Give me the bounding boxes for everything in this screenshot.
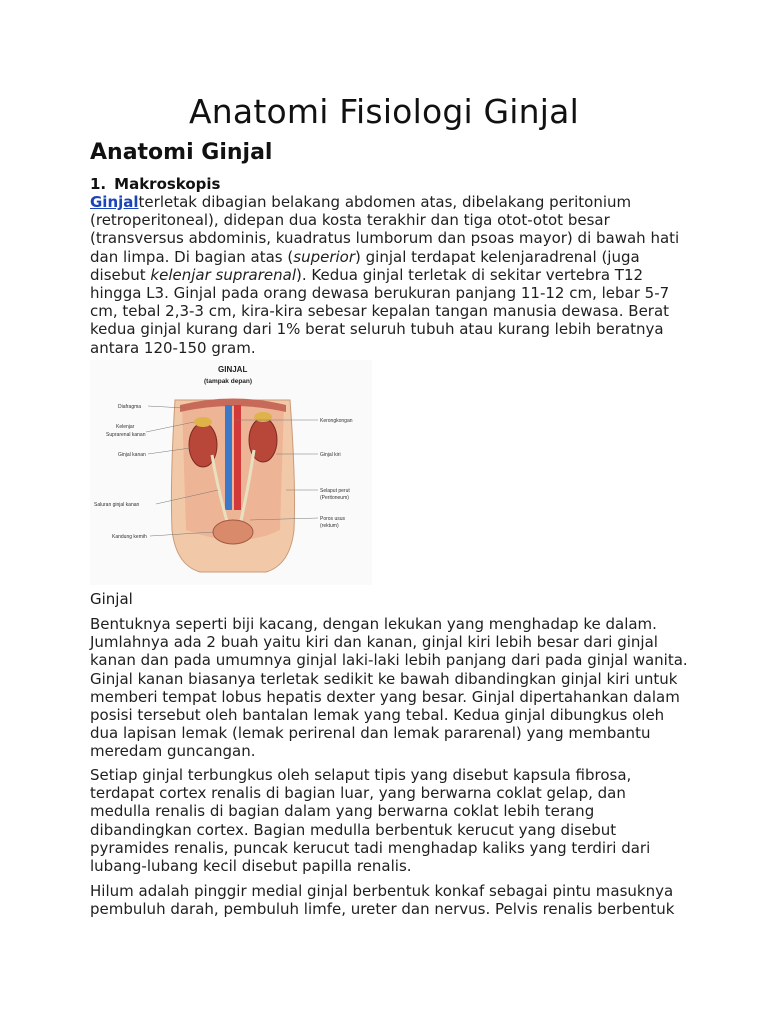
subsection-heading (90, 175, 228, 193)
left-adrenal-shape (254, 412, 272, 422)
subsection-number: 1. (90, 175, 107, 193)
bladder-shape (213, 520, 253, 544)
paragraph-1-part-1: terletak dibagian belakang abdomen atas, dibelakang peritonium (retroperitoneal), didepan dua kosta terakhir dan tiga otot-otot besar (transversus abdominis, kuadratus lumborum dan psoas mayor) di bawah hati dan limpa. Di bagian atas ( (90, 193, 680, 266)
label-suprarenal-kanan: Suprarenal kanan (106, 432, 146, 438)
label-ginjal-kiri: Ginjal kiri (320, 452, 341, 458)
figure-title: GINJAL (218, 365, 248, 374)
paragraph-1-italic-2: kelenjar suprarenal (150, 265, 296, 284)
label-selaput-perut: Selaput perut (320, 488, 350, 494)
label-peritoneum: (Peritoneum) (320, 495, 349, 501)
vena-cava-shape (225, 405, 232, 510)
aorta-shape (234, 405, 241, 510)
label-saluran-ginjal-kanan: Saluran ginjal kanan (94, 502, 140, 508)
paragraph-1 (90, 193, 690, 357)
page-title: Anatomi Fisiologi Ginjal (189, 92, 579, 131)
figure-subtitle: (tampak depan) (204, 378, 253, 385)
kidney-anatomy-figure (90, 360, 372, 585)
paragraph-1-part-2: ) ginjal terdapat kelenjaradrenal (juga disebut (90, 247, 640, 284)
section-heading: Anatomi Ginjal (90, 140, 273, 165)
label-ginjal-kanan: Ginjal kanan (118, 452, 146, 458)
right-adrenal-shape (194, 417, 212, 427)
paragraph-2: Bentuknya seperti biji kacang, dengan lekukan yang menghadap ke dalam. Jumlahnya ada 2 buah yaitu kiri dan kanan, ginjal kiri lebih besar dari ginjal kanan dan pada umumnya ginjal laki-laki lebih panjang dari pada ginjal wanita. Ginjal kanan biasanya terletak sedikit ke bawah dibandingkan ginjal kiri untuk memberi tempat lobus hepatis dexter yang besar. Ginjal dipertahankan dalam posisi tersebut oleh bantalan lemak yang tebal. Kedua ginjal dibungkus oleh dua lapisan lemak (lemak perirenal dan lemak pararenal) yang membantu meredam guncangan. (90, 615, 688, 761)
figure-labels-right (320, 418, 353, 529)
figure-labels-left (94, 404, 147, 540)
paragraph-1-part-3: ). Kedua ginjal terletak di sekitar vertebra T12 hingga L3. Ginjal pada orang dewasa berukuran panjang 11-12 cm, lebar 5-7 cm, tebal 2,3-3 cm, kira-kira sebesar kepalan tangan manusia dewasa. Berat kedua ginjal kurang dari 1% berat seluruh tubuh atau kurang lebih beratnya antara 120-150 gram. (90, 265, 670, 357)
label-kelenjar: Kelenjar (116, 424, 135, 430)
kidney-anatomy-illustration (90, 360, 372, 585)
label-kandung-kemih: Kandung kemih (112, 534, 147, 540)
ginjal-link[interactable]: Ginjal (90, 193, 139, 211)
label-rektum: (rektum) (320, 523, 339, 529)
label-poros-usus: Poros usus (320, 516, 346, 522)
paragraph-4: Hilum adalah pinggir medial ginjal berbentuk konkaf sebagai pintu masuknya pembuluh darah, pembuluh limfe, ureter dan nervus. Pelvis renalis berbentuk (90, 882, 675, 919)
figure-caption: Ginjal (90, 590, 133, 608)
label-diafragma: Diafragma (118, 404, 142, 410)
label-kerongkongan: Kerongkongan (320, 418, 353, 424)
paragraph-1-italic-1: superior (293, 247, 356, 266)
subsection-title: Makroskopis (114, 175, 221, 193)
paragraph-3: Setiap ginjal terbungkus oleh selaput tipis yang disebut kapsula fibrosa, terdapat cortex renalis di bagian luar, yang berwarna coklat gelap, dan medulla renalis di bagian dalam yang berwarna coklat lebih terang dibandingkan cortex. Bagian medulla berbentuk kerucut yang disebut pyramides renalis, puncak kerucut tadi menghadap kaliks yang terdiri dari lubang-lubang kecil disebut papilla renalis. (90, 766, 651, 876)
